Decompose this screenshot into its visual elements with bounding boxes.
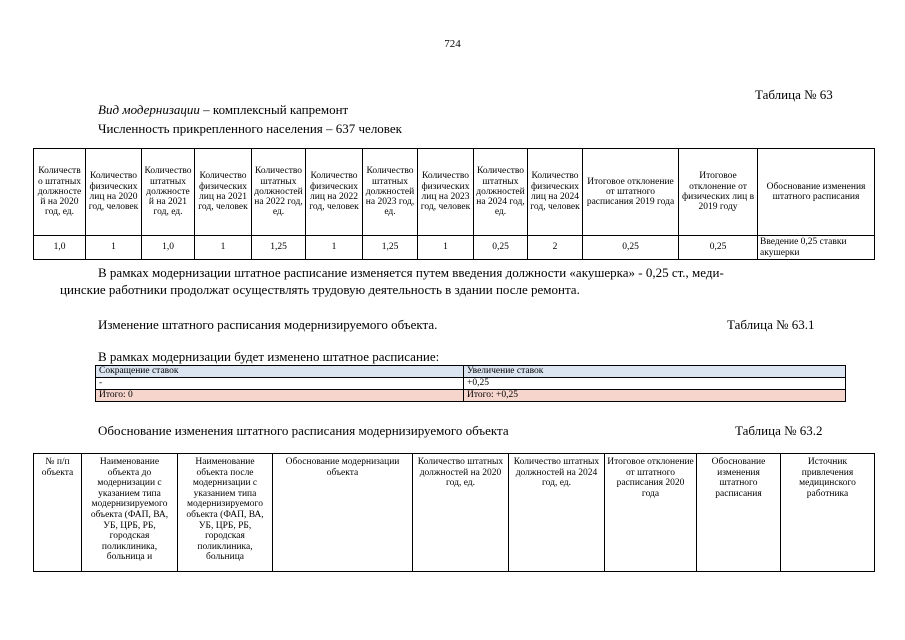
staffing-table-63 [33, 148, 875, 260]
table-cell: 2 [528, 236, 583, 260]
header-cell: Увеличение ставок [464, 366, 846, 378]
totals-row [96, 390, 846, 402]
header-cell: № п/п объекта [34, 454, 82, 572]
header-cell: Обоснование изменения штатного расписания [758, 149, 875, 236]
section-632-title: Обоснование изменения штатного расписания модернизируемого объекта [98, 423, 509, 438]
total-cell: Итого: 0 [96, 390, 464, 402]
table-cell: 1 [195, 236, 252, 260]
header-cell: Количество физических лиц на 2023 год, человек [418, 149, 474, 236]
table-cell: 1 [86, 236, 142, 260]
table-cell: 0,25 [474, 236, 528, 260]
header-cell: Итоговое отклонение от физических лиц в 2019 году [679, 149, 758, 236]
table-row [96, 378, 846, 390]
table-cell: Введение 0,25 ставки акушерки [758, 236, 875, 260]
staff-justification-table-632 [33, 453, 875, 572]
table-cell: 1,25 [363, 236, 418, 260]
table63-label: Таблица № 63 [755, 87, 833, 102]
paragraph-line-1: В рамках модернизации штатное расписание изменяется путем введения должности «акушерка» - 0,25 ст., меди- [98, 265, 724, 280]
table-cell: 1,0 [34, 236, 86, 260]
table632-label: Таблица № 63.2 [735, 423, 823, 438]
header-cell: Наименование объекта до модернизации с указанием типа модернизируемого объекта (ФАП, ВА, УБ, ЦРБ, РБ, городская поликлиника, больница и [82, 454, 178, 572]
table-row [34, 236, 875, 260]
section-631-title: Изменение штатного расписания модернизируемого объекта. [98, 317, 438, 332]
table-cell: - [96, 378, 464, 390]
header-cell: Количество штатных должностей на 2021 год, ед. [142, 149, 195, 236]
header-cell: Количество штатных должностей на 2024 год, ед. [509, 454, 605, 572]
header-cell: Итоговое отклонение от штатного расписания 2020 года [605, 454, 697, 572]
page-number: 724 [444, 38, 461, 50]
table-cell: +0,25 [464, 378, 846, 390]
header-cell: Сокращение ставок [96, 366, 464, 378]
table-header-row [96, 366, 846, 378]
staff-change-table-631 [95, 365, 846, 402]
modernization-type [98, 102, 348, 118]
header-cell: Количество штатных должностей на 2020 год, ед. [413, 454, 509, 572]
modernization-type-label: Вид модернизации [98, 102, 200, 117]
modernization-type-value: – комплексный капремонт [199, 102, 349, 117]
header-cell: Количество штатных должностей на 2020 год, ед. [34, 149, 86, 236]
paragraph-line-2: цинские работники продолжат осуществлять трудовую деятельность в здании после ремонта. [60, 282, 580, 297]
table-cell: 0,25 [679, 236, 758, 260]
header-cell: Источник привлечения медицинского работника [781, 454, 875, 572]
header-cell: Наименование объекта после модернизации с указанием типа модернизируемого объекта (ФАП, ВА, УБ, ЦРБ, РБ, городская поликлиника, больница [178, 454, 273, 572]
header-cell: Итоговое отклонение от штатного расписания 2019 года [583, 149, 679, 236]
header-cell: Количество физических лиц на 2021 год, человек [195, 149, 252, 236]
header-cell: Количество физических лиц на 2024 год, человек [528, 149, 583, 236]
table631-label: Таблица № 63.1 [727, 317, 815, 332]
table-header-row [34, 454, 875, 572]
table-cell: 1 [418, 236, 474, 260]
header-cell: Обоснование изменения штатного расписания [697, 454, 781, 572]
header-cell: Количество штатных должностей на 2022 год, ед. [252, 149, 306, 236]
table-cell: 1 [306, 236, 363, 260]
population-line: Численность прикрепленного населения – 637 человек [98, 121, 402, 136]
header-cell: Количество физических лиц на 2022 год, человек [306, 149, 363, 236]
header-cell: Количество штатных должностей на 2023 год, ед. [363, 149, 418, 236]
table-cell: 1,0 [142, 236, 195, 260]
section-631-intro: В рамках модернизации будет изменено штатное расписание: [98, 349, 440, 364]
table-cell: 0,25 [583, 236, 679, 260]
total-cell: Итого: +0,25 [464, 390, 846, 402]
table-cell: 1,25 [252, 236, 306, 260]
table-header-row [34, 149, 875, 236]
header-cell: Количество штатных должностей на 2024 год, ед. [474, 149, 528, 236]
header-cell: Обоснование модернизации объекта [273, 454, 413, 572]
header-cell: Количество физических лиц на 2020 год, человек [86, 149, 142, 236]
